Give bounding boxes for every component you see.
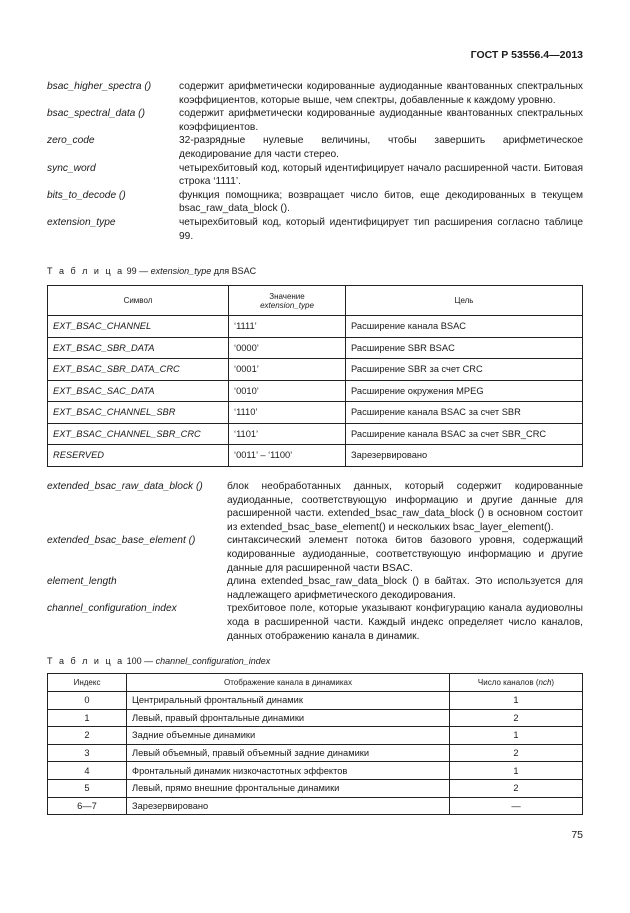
definition-term: bsac_spectral_data () — [47, 108, 145, 120]
caption-prefix: Т а б л и ц а — [47, 266, 125, 276]
table-cell: 1 — [48, 709, 127, 727]
table-cell: Центриральный фронтальный динамик — [127, 692, 450, 710]
definition-text: синтаксический элемент потока битов базового уровня, содержащий кодированные аудиоданные, соответствующую информацию и другие данные для расширенной части BSAC. — [227, 535, 583, 574]
table-cell: EXT_BSAC_SAC_DATA — [48, 380, 229, 402]
table-cell: Фронтальный динамик низкочастотных эффектов — [127, 762, 450, 780]
definition-item — [47, 534, 583, 575]
definitions-list-2 — [47, 480, 583, 643]
caption-title-italic: extension_type — [150, 266, 212, 276]
caption-title-rest: для BSAC — [213, 266, 257, 276]
table-row — [48, 423, 583, 445]
table-cell: RESERVED — [48, 445, 229, 467]
column-header-value: Значение extension_type — [229, 286, 346, 316]
table-row — [48, 797, 583, 815]
table-cell: Расширение окружения MPEG — [346, 380, 583, 402]
table-cell: ‘1101’ — [229, 423, 346, 445]
table-cell: Зарезервировано — [346, 445, 583, 467]
table-cell: 2 — [450, 744, 583, 762]
column-header-index: Индекс — [48, 674, 127, 692]
table-row — [48, 727, 583, 745]
table-cell: Расширение канала BSAC за счет SBR_CRC — [346, 423, 583, 445]
caption-number: 99 — — [126, 266, 149, 276]
table-cell: ‘0001’ — [229, 359, 346, 381]
table-row — [48, 744, 583, 762]
definition-term: extended_bsac_base_element () — [47, 535, 196, 547]
table-100 — [47, 673, 583, 815]
definition-text: четырехбитовый код, который идентифицирует начало расширенной части. Битовая строка ‘1111’. — [179, 162, 583, 188]
table-cell: Левый объемный, правый объемный задние динамики — [127, 744, 450, 762]
definition-term: element_length — [47, 576, 117, 588]
definition-item — [47, 216, 583, 243]
table-cell: ‘1111’ — [229, 316, 346, 338]
table-cell: Расширение SBR за счет CRC — [346, 359, 583, 381]
table-row — [48, 762, 583, 780]
table-row — [48, 359, 583, 381]
table-cell: Зарезервировано — [127, 797, 450, 815]
definitions-list-1 — [47, 80, 583, 243]
column-header-purpose: Цель — [346, 286, 583, 316]
table-cell: 2 — [450, 709, 583, 727]
table-cell: 6—7 — [48, 797, 127, 815]
table-cell: EXT_BSAC_CHANNEL_SBR — [48, 402, 229, 424]
definition-item — [47, 602, 583, 643]
table-row — [48, 402, 583, 424]
column-header-channels: Число каналов (nch) — [450, 674, 583, 692]
table-cell: 1 — [450, 762, 583, 780]
column-header-symbol: Символ — [48, 286, 229, 316]
table-cell: EXT_BSAC_CHANNEL — [48, 316, 229, 338]
table-cell: Расширение канала BSAC — [346, 316, 583, 338]
definition-text: 32-разрядные нулевые величины, чтобы завершить арифметическое декодирование для части стерео. — [179, 135, 583, 160]
table-cell: 1 — [450, 727, 583, 745]
definition-item — [47, 80, 583, 107]
table-cell: 3 — [48, 744, 127, 762]
table-cell: ‘0000’ — [229, 337, 346, 359]
definition-item — [47, 480, 583, 534]
table-cell: 5 — [48, 779, 127, 797]
definition-text: содержит арифметически кодированные аудиоданные квантованных спектральных коэффициентов, которые выше, чем спектры, добавленные к каждому уровню. — [179, 81, 583, 106]
table-cell: Левый, прямо внешние фронтальные динамики — [127, 779, 450, 797]
table-row — [48, 692, 583, 710]
table-99 — [47, 285, 583, 467]
definition-item — [47, 162, 583, 189]
table-row — [48, 380, 583, 402]
definition-term: extended_bsac_raw_data_block () — [47, 481, 203, 492]
table-cell: ‘1110’ — [229, 402, 346, 424]
table-row — [48, 445, 583, 467]
table-row — [48, 337, 583, 359]
definition-term: extension_type — [47, 216, 116, 228]
definition-item — [47, 189, 583, 216]
table-cell: EXT_BSAC_CHANNEL_SBR_CRC — [48, 423, 229, 445]
table-cell: 2 — [450, 779, 583, 797]
definition-text: длина extended_bsac_raw_data_block () в байтах. Это используется для надлежащего арифметического декодирования. — [227, 576, 583, 601]
definition-text: трехбитовое поле, которые указывают конфигурацию канала аудиоволны хода в расширенной части. Каждый индекс определяет число каналов, данных отображению канала в динамик. — [227, 603, 583, 642]
caption-title-italic: channel_configuration_index — [155, 656, 271, 666]
column-header-mapping: Отображение канала в динамиках — [127, 674, 450, 692]
definition-term: bits_to_decode () — [47, 189, 126, 201]
table-row — [48, 709, 583, 727]
table-cell: 4 — [48, 762, 127, 780]
definition-term: zero_code — [47, 135, 95, 147]
definition-item — [47, 575, 583, 602]
page-number: 75 — [571, 829, 583, 841]
table-100-caption — [47, 656, 270, 666]
table-cell: 2 — [48, 727, 127, 745]
table-cell: — — [450, 797, 583, 815]
caption-prefix: Т а б л и ц а — [47, 656, 125, 666]
table-cell: Задние объемные динамики — [127, 727, 450, 745]
table-cell: EXT_BSAC_SBR_DATA_CRC — [48, 359, 229, 381]
definition-term: sync_word — [47, 162, 96, 174]
caption-number: 100 — — [126, 656, 154, 666]
table-cell: Левый, правый фронтальные динамики — [127, 709, 450, 727]
definition-text: блок необработанных данных, который содержит кодированные аудиоданные, соответствующую информацию и другие данные для расширенной части. extended_bsac_raw_data_block () в основном состоит из extended_bsac_base_element() и нескольких bsac_layer_element(). — [227, 481, 583, 533]
table-cell: Расширение SBR BSAC — [346, 337, 583, 359]
definition-term: channel_configuration_index — [47, 603, 177, 615]
table-99-caption — [47, 266, 256, 276]
definition-item — [47, 107, 583, 134]
table-cell: 1 — [450, 692, 583, 710]
document-header: ГОСТ Р 53556.4—2013 — [470, 49, 583, 61]
table-cell: 0 — [48, 692, 127, 710]
definition-text: содержит арифметически кодированные аудиоданные квантованных спектральных коэффициентов. — [179, 108, 583, 133]
definition-text: четырехбитовый код, который идентифицирует тип расширения согласно таблице 99. — [179, 216, 583, 242]
table-cell: ‘0011’ – ‘1100’ — [229, 445, 346, 467]
table-row — [48, 779, 583, 797]
table-cell: EXT_BSAC_SBR_DATA — [48, 337, 229, 359]
table-row — [48, 316, 583, 338]
table-cell: ‘0010’ — [229, 380, 346, 402]
definition-term: bsac_higher_spectra () — [47, 81, 152, 92]
table-cell: Расширение канала BSAC за счет SBR — [346, 402, 583, 424]
definition-item — [47, 134, 583, 161]
definition-text: функция помощника; возвращает число битов, еще декодированных в текущем bsac_raw_data_block (). — [179, 189, 583, 215]
